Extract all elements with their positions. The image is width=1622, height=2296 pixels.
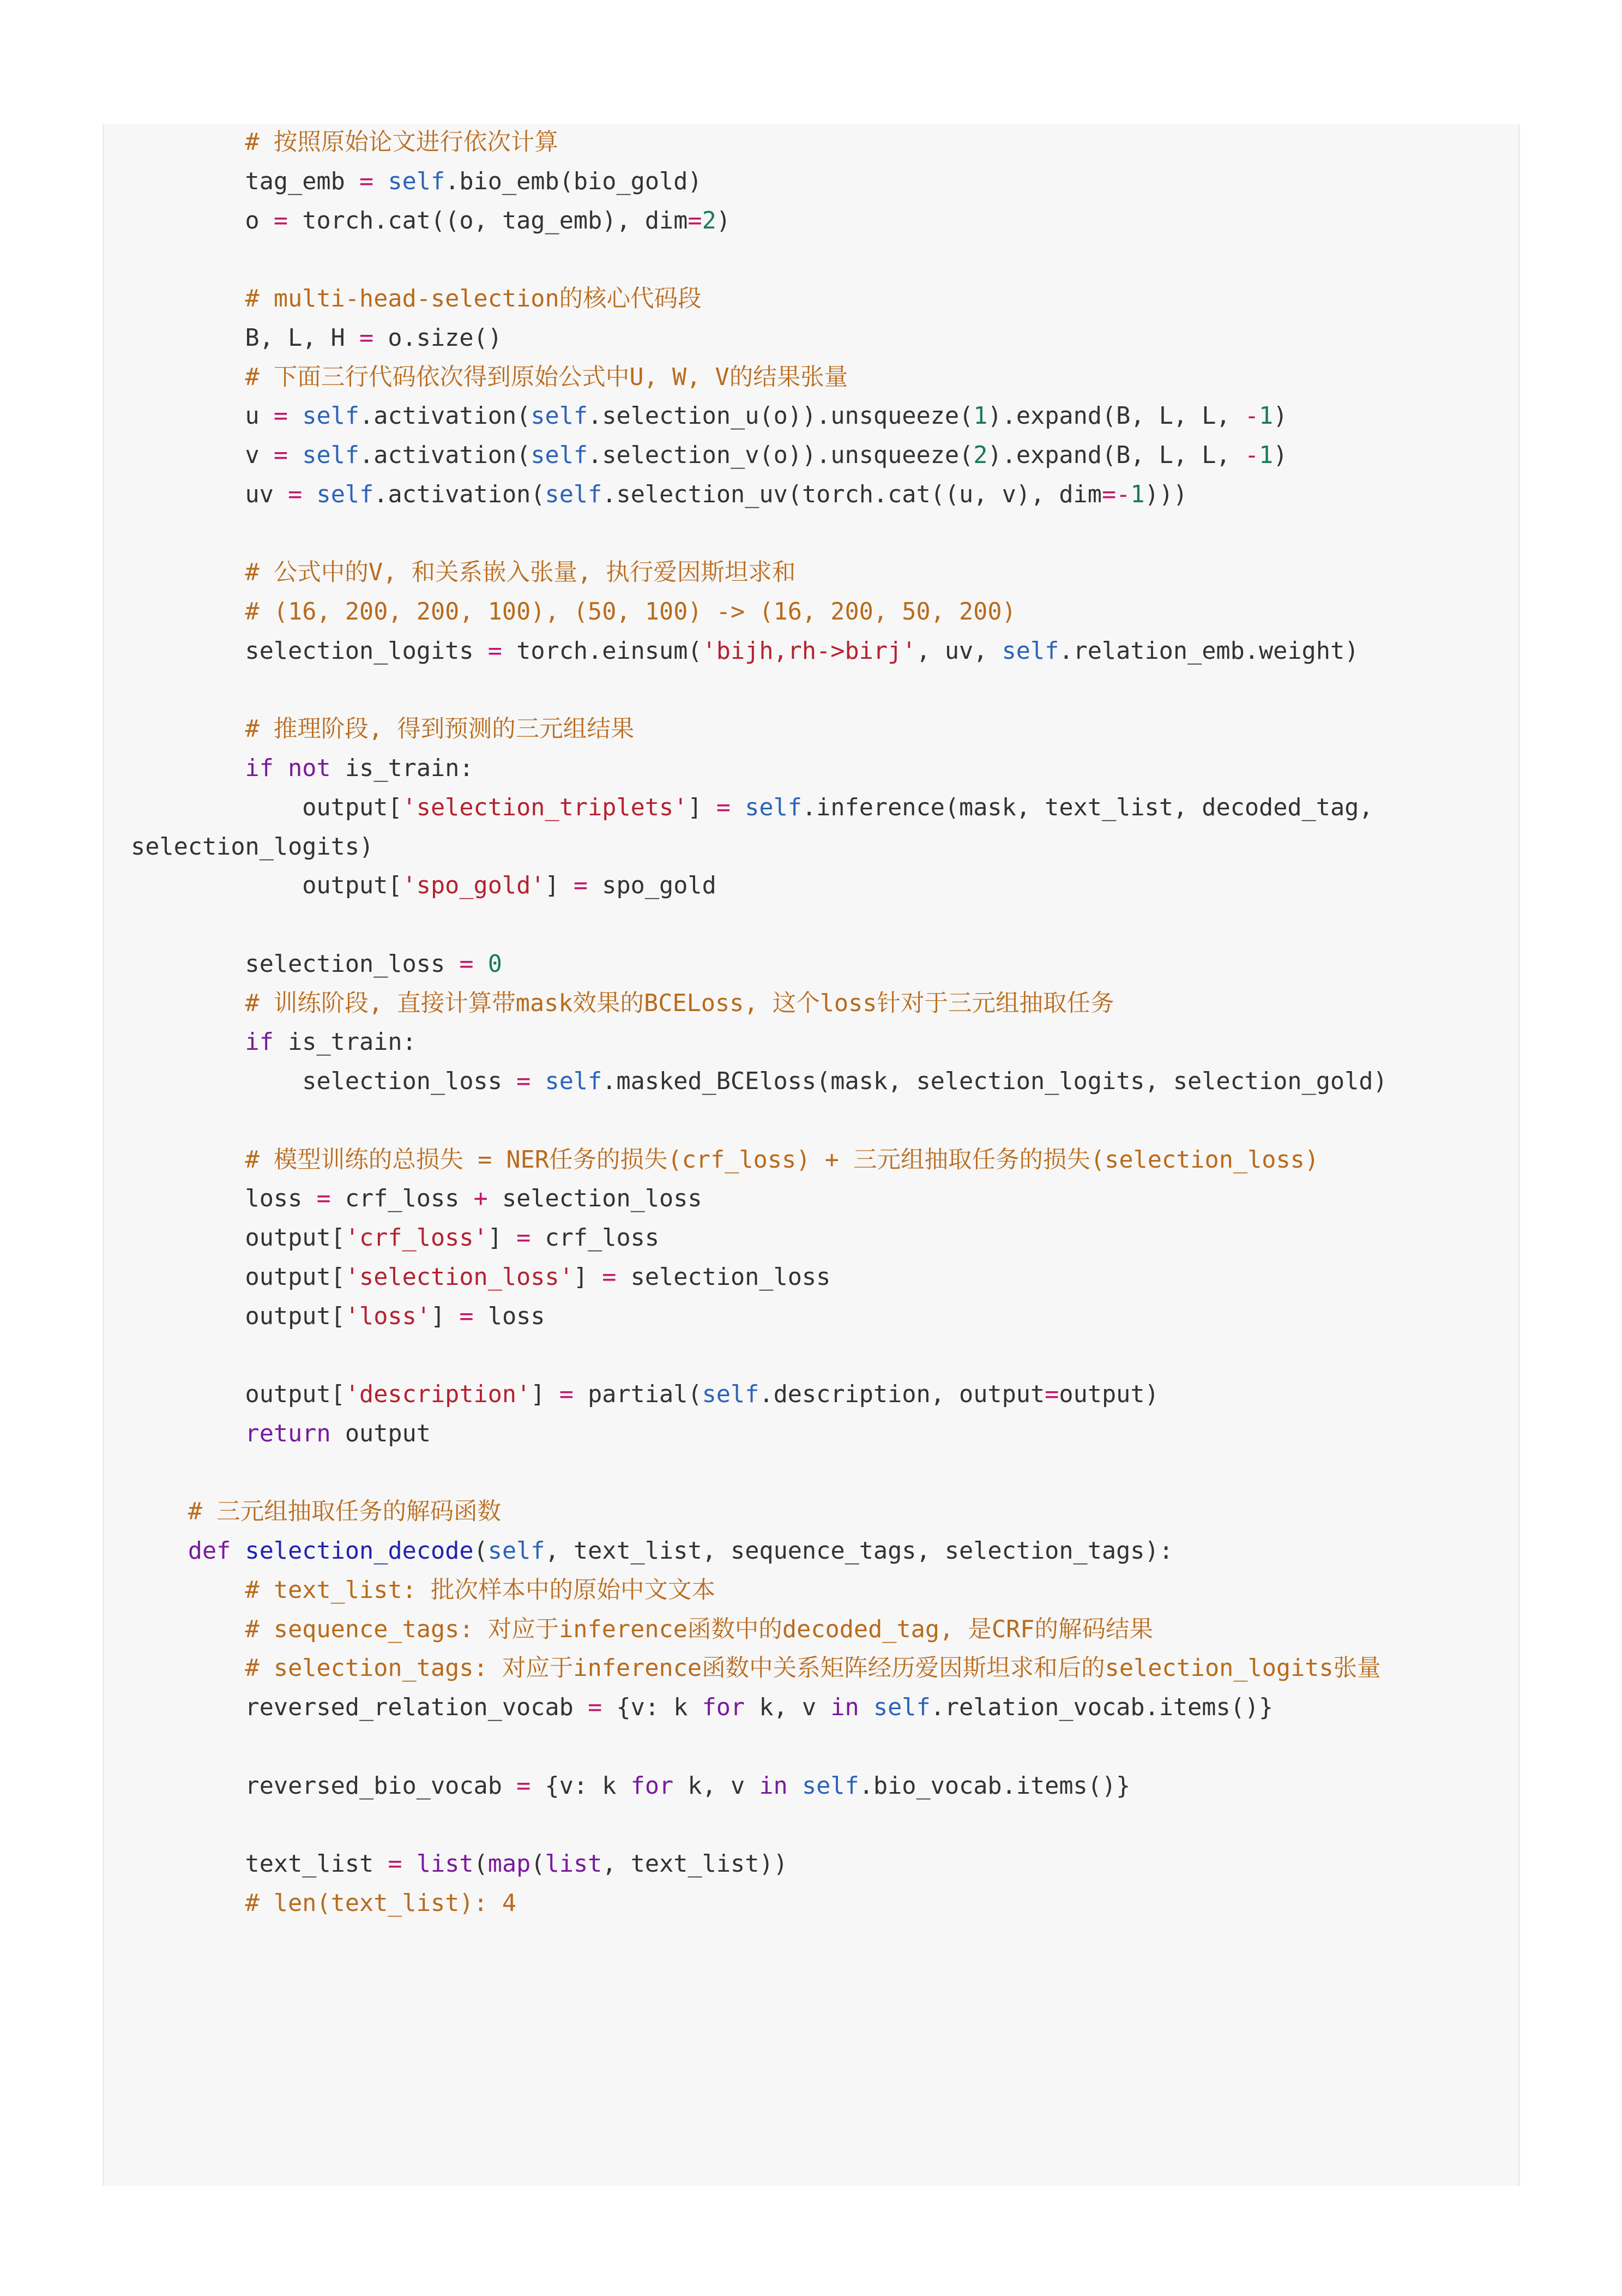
code-token: 2: [973, 442, 988, 469]
code-line: [131, 1454, 1388, 1493]
code-line: [131, 163, 1388, 202]
code-token: ): [1273, 442, 1288, 469]
code-token: ): [1273, 402, 1288, 430]
code-token: u: [131, 402, 274, 430]
code-token: loss: [473, 1302, 545, 1330]
code-token: ).expand(B, L, L,: [987, 442, 1245, 469]
code-line: [131, 945, 1388, 984]
code-token: self: [388, 167, 445, 195]
code-token: =: [487, 637, 502, 665]
code-token: 'selection_triplets': [402, 794, 688, 821]
code-line: [131, 241, 1388, 280]
code-token: =: [602, 1263, 617, 1291]
code-line: [131, 593, 1388, 632]
code-token: reversed_relation_vocab: [131, 1694, 588, 1721]
code-line: [131, 984, 1388, 1024]
code-token: torch.cat((o, tag_emb), dim: [288, 207, 688, 235]
code-token: -: [1244, 442, 1259, 469]
code-token: # multi-head-selection的核心代码段: [245, 285, 702, 312]
code-token: .selection_uv(torch.cat((u, v), dim: [602, 480, 1102, 508]
code-line: [131, 1062, 1388, 1102]
code-token: =: [459, 950, 474, 978]
code-token: =: [588, 1694, 602, 1721]
code-token: [131, 1498, 188, 1525]
code-token: 0: [487, 950, 502, 978]
code-line: [131, 397, 1388, 436]
code-line: [131, 1610, 1388, 1650]
code-token: self: [745, 794, 802, 821]
code-token: output[: [131, 1224, 345, 1252]
code-token: list: [416, 1850, 474, 1878]
code-token: [131, 1890, 245, 1917]
code-token: [288, 402, 302, 430]
code-token: selection_loss: [131, 950, 460, 978]
code-token: =: [516, 1068, 531, 1095]
code-token: =: [516, 1772, 531, 1800]
code-token: =: [688, 207, 702, 235]
code-token: .bio_emb(bio_gold): [445, 167, 702, 195]
code-line: [131, 906, 1388, 945]
code-token: , text_list)): [602, 1850, 788, 1878]
code-token: self: [1002, 637, 1059, 665]
code-token: =: [716, 794, 731, 821]
code-token: .activation(: [359, 442, 531, 469]
code-token: for: [702, 1694, 745, 1721]
code-line: [131, 1884, 1388, 1924]
code-token: self: [530, 402, 588, 430]
code-lines: [131, 123, 1388, 1924]
code-line: [131, 1728, 1388, 1767]
code-token: output[: [131, 1381, 345, 1408]
code-token: [131, 1577, 245, 1604]
code-token: self: [302, 402, 360, 430]
code-token: # 按照原始论文进行依次计算: [245, 129, 558, 156]
code-token: spo_gold: [588, 872, 716, 900]
code-token: self: [316, 480, 374, 508]
code-token: .bio_vocab.items()}: [859, 1772, 1131, 1800]
code-token: selection_decode: [245, 1537, 474, 1565]
code-line: [131, 1571, 1388, 1610]
code-token: =: [273, 207, 288, 235]
code-token: =: [388, 1850, 402, 1878]
code-token: 1: [1259, 442, 1274, 469]
code-token: selection_loss: [131, 1068, 517, 1095]
code-token: is_train:: [273, 1029, 417, 1056]
code-token: [731, 794, 745, 821]
code-token: output[: [131, 1263, 345, 1291]
code-token: # (16, 200, 200, 100), (50, 100) -> (16, 200, 50, 200): [245, 598, 1016, 626]
code-token: =: [273, 402, 288, 430]
code-token: =: [359, 167, 374, 195]
code-token: (: [473, 1537, 488, 1565]
code-token: reversed_bio_vocab: [131, 1772, 517, 1800]
code-line: [131, 1023, 1388, 1062]
code-token: output): [1059, 1381, 1159, 1408]
code-token: is_train:: [330, 755, 474, 782]
code-line: [131, 1532, 1388, 1571]
code-token: [402, 1850, 417, 1878]
code-token: 'bijh,rh->birj': [702, 637, 916, 665]
code-token: =: [573, 872, 588, 900]
code-line: [131, 1767, 1388, 1806]
code-token: .activation(: [373, 480, 545, 508]
code-token: list: [545, 1850, 602, 1878]
code-line: [131, 1845, 1388, 1884]
code-token: (: [530, 1850, 545, 1878]
code-token: =: [516, 1224, 531, 1252]
code-token: 'description': [345, 1381, 531, 1408]
code-token: # 公式中的V, 和关系嵌入张量, 执行爱因斯坦求和: [245, 559, 796, 587]
code-token: =: [273, 442, 288, 469]
code-token: v: [131, 442, 274, 469]
code-token: [131, 1655, 245, 1682]
code-token: [131, 285, 245, 312]
code-token: self: [530, 442, 588, 469]
code-token: [788, 1772, 802, 1800]
code-token: torch.einsum(: [502, 637, 702, 665]
code-token: ]: [573, 1263, 602, 1291]
code-token: =: [316, 1185, 331, 1213]
code-line: [131, 123, 1388, 163]
code-token: +: [473, 1185, 488, 1213]
code-line: [131, 1415, 1388, 1454]
code-token: =: [288, 480, 303, 508]
code-token: k, v: [673, 1772, 759, 1800]
code-line: [131, 1806, 1388, 1845]
code-line: [131, 202, 1388, 241]
code-token: for: [630, 1772, 674, 1800]
code-line: [131, 632, 1388, 671]
code-line: [131, 1102, 1388, 1141]
code-token: B, L, H: [131, 324, 360, 352]
code-line: [131, 1258, 1388, 1297]
code-token: [131, 755, 245, 782]
code-line: [131, 1180, 1388, 1219]
code-token: [131, 1146, 245, 1174]
code-line: [131, 358, 1388, 398]
code-token: 1: [973, 402, 988, 430]
code-token: self: [801, 1772, 859, 1800]
code-token: 'selection_loss': [345, 1263, 574, 1291]
code-token: ]: [430, 1302, 460, 1330]
code-token: [131, 716, 245, 743]
code-token: return: [245, 1420, 331, 1447]
code-token: tag_emb: [131, 167, 360, 195]
code-token: [131, 1029, 245, 1056]
code-token: {v: k: [602, 1694, 702, 1721]
code-token: ]: [545, 872, 574, 900]
code-line: [131, 554, 1388, 593]
code-line: [131, 476, 1388, 515]
code-token: [530, 1068, 545, 1095]
code-token: .masked_BCEloss(mask, selection_logits, selection_gold): [602, 1068, 1388, 1095]
code-token: selection_logits): [131, 833, 374, 861]
code-token: (: [473, 1850, 488, 1878]
code-token: # 三元组抽取任务的解码函数: [188, 1498, 502, 1526]
code-token: [131, 364, 245, 391]
code-token: # sequence_tags: 对应于inference函数中的decoded_tag, 是CRF的解码结果: [245, 1615, 1153, 1643]
code-line: [131, 710, 1388, 749]
code-token: .selection_v(o)).unsqueeze(: [588, 442, 974, 469]
code-token: .relation_vocab.items()}: [930, 1694, 1274, 1721]
code-line: [131, 789, 1388, 828]
code-token: 2: [702, 207, 716, 235]
code-token: in: [759, 1772, 788, 1800]
code-line: [131, 1649, 1388, 1688]
code-token: .selection_u(o)).unsqueeze(: [588, 402, 974, 430]
code-line: [131, 1336, 1388, 1375]
code-token: .inference(mask, text_list, decoded_tag,: [801, 794, 1373, 821]
code-line: [131, 1375, 1388, 1415]
code-token: output[: [131, 872, 402, 900]
code-token: o.size(): [373, 324, 502, 352]
code-token: selection_logits: [131, 637, 488, 665]
code-line: [131, 867, 1388, 906]
code-token: [131, 559, 245, 586]
code-token: ))): [1144, 480, 1188, 508]
code-token: , uv,: [916, 637, 1002, 665]
code-line: [131, 436, 1388, 476]
code-token: crf_loss: [330, 1185, 474, 1213]
code-token: [131, 129, 245, 156]
code-line: [131, 1297, 1388, 1337]
code-token: [474, 951, 488, 978]
code-token: if: [245, 1029, 274, 1056]
code-token: loss: [131, 1185, 317, 1213]
code-line: [131, 1219, 1388, 1258]
code-token: selection_loss: [487, 1185, 702, 1213]
code-token: self: [702, 1381, 759, 1408]
code-token: self: [487, 1537, 545, 1565]
code-token: output[: [131, 1302, 345, 1330]
code-line: [131, 319, 1388, 358]
code-token: ): [716, 207, 731, 235]
code-token: self: [302, 442, 360, 469]
code-token: =: [459, 1302, 474, 1330]
code-token: # text_list: 批次样本中的原始中文文本: [245, 1576, 715, 1604]
code-token: o: [131, 207, 274, 235]
code-token: ]: [487, 1224, 517, 1252]
code-line: [131, 280, 1388, 319]
code-token: output: [330, 1420, 431, 1447]
code-line: [131, 1141, 1388, 1180]
code-line: [131, 671, 1388, 711]
code-token: [231, 1537, 245, 1565]
code-token: [131, 1420, 245, 1447]
code-token: self: [545, 480, 602, 508]
code-token: crf_loss: [530, 1224, 660, 1252]
code-line: [131, 749, 1388, 789]
code-token: if: [245, 755, 274, 782]
code-token: # 下面三行代码依次得到原始公式中U, W, V的结果张量: [245, 363, 848, 391]
code-token: =: [1045, 1381, 1059, 1408]
code-token: , text_list, sequence_tags, selection_tags):: [545, 1537, 1173, 1565]
code-token: [302, 481, 316, 508]
code-line: [131, 515, 1388, 554]
code-token: .description, output: [759, 1381, 1045, 1408]
code-token: # 推理阶段, 得到预测的三元组结果: [245, 716, 635, 743]
code-token: def: [188, 1537, 231, 1565]
code-token: [274, 755, 288, 782]
code-token: in: [830, 1694, 859, 1721]
code-token: map: [487, 1850, 531, 1878]
code-token: # len(text_list): 4: [245, 1889, 517, 1917]
code-token: .activation(: [359, 402, 531, 430]
code-token: 'crf_loss': [345, 1224, 488, 1252]
code-token: [131, 1537, 188, 1565]
code-line: [131, 1688, 1388, 1728]
code-token: output[: [131, 794, 402, 821]
code-token: -: [1244, 402, 1259, 430]
code-token: =-: [1101, 480, 1131, 508]
code-token: 'spo_gold': [402, 872, 545, 900]
code-token: =: [559, 1381, 574, 1408]
code-token: selection_loss: [616, 1263, 831, 1291]
code-token: ).expand(B, L, L,: [987, 402, 1245, 430]
code-token: .relation_emb.weight): [1059, 637, 1359, 665]
code-token: 1: [1130, 480, 1145, 508]
code-token: {v: k: [530, 1772, 631, 1800]
code-token: text_list: [131, 1850, 388, 1878]
code-token: 1: [1259, 402, 1274, 430]
code-token: not: [288, 755, 331, 782]
code-token: uv: [131, 480, 288, 508]
code-token: self: [873, 1694, 931, 1721]
code-token: [131, 1616, 245, 1643]
code-token: =: [359, 324, 374, 352]
code-token: [859, 1694, 873, 1721]
code-token: [288, 442, 302, 469]
code-token: ]: [530, 1381, 559, 1408]
code-token: # 模型训练的总损失 = NER任务的损失(crf_loss) + 三元组抽取任务的损失(selection_loss): [245, 1146, 1319, 1174]
code-line: [131, 1493, 1388, 1532]
code-token: # 训练阶段, 直接计算带mask效果的BCELoss, 这个loss针对于三元组抽取任务: [245, 989, 1114, 1017]
code-token: [373, 168, 388, 195]
code-token: k, v: [745, 1694, 831, 1721]
code-token: ]: [688, 794, 716, 821]
code-token: self: [545, 1068, 602, 1095]
code-token: 'loss': [345, 1302, 431, 1330]
code-token: [131, 598, 245, 626]
code-token: [131, 990, 245, 1017]
code-line: [131, 828, 1388, 867]
code-token: partial(: [573, 1381, 702, 1408]
code-token: # selection_tags: 对应于inference函数中关系矩阵经历爱因斯坦求和后的selection_logits张量: [245, 1655, 1381, 1682]
